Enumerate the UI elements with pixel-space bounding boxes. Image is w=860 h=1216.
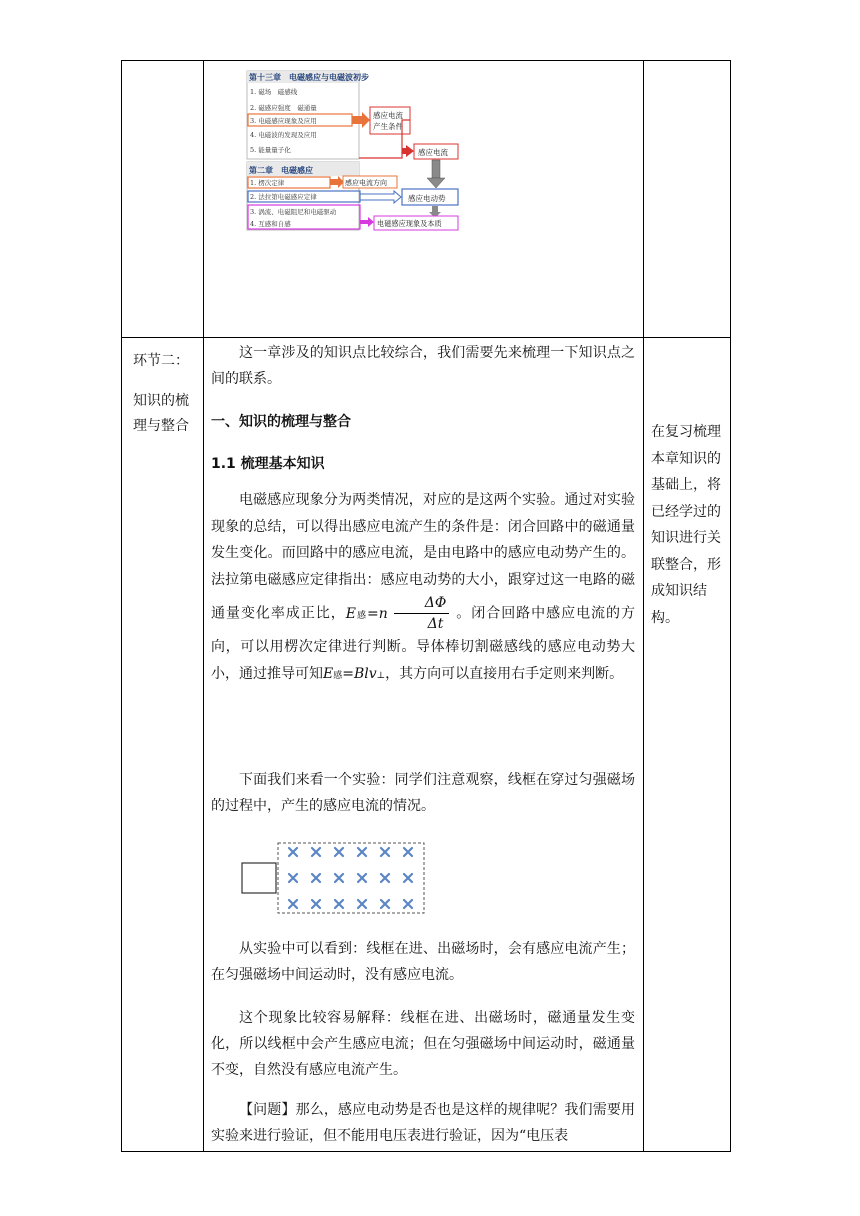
paragraph-emf-summary: 电磁感应现象分为两类情况，对应的是这两个实验。通过对实验现象的总结，可以得出感应电流产生的条件是：闭合回路中的磁通量发生变化。而回路中的感应电流，是由电路中的感应电动势产生的。法拉第电磁感应定律指出：感应电动势的大小，跟穿过这一电路的磁通量变化率成正比，E感=n $\frac{\Delta\Phi}{\Delta t}$ 。闭合回路中感应电流的方向，可以用楞次定律进行判断。导体棒切割磁感线的感应电动势大小，通过推导可知E感=Blv⊥，其方向可以直接用右手定则来判断。 (211, 492, 635, 682)
formula-fraction: $\frac{\Delta\Phi}{\Delta t}$ (394, 593, 450, 634)
box-current: 感应电流 (418, 148, 448, 157)
magnetic-field-figure (241, 842, 425, 914)
table-right-border (730, 60, 731, 1152)
paragraph-emf-text: 电磁感应现象分为两类情况，对应的是这两个实验。通过对实验现象的总结，可以得出感应电流产生的条件是：闭合回路中的磁通量发生变化。而回路中的感应电流，是由电路中的感应电动势产生的。法拉第电磁感应定律指出：感应电动势的大小，跟穿过这一电路的磁通量变化率成正比， (211, 492, 635, 622)
section-label-stage: 环节二： (133, 353, 189, 369)
paragraph-experiment-result: 从实验中可以看到：线框在进、出磁场时，会有感应电流产生；在匀强磁场中间运动时，没有感应电流。 (211, 941, 635, 983)
column-divider-1 (203, 60, 204, 1152)
ch13-item-5: 5. 能量量子化 (250, 146, 291, 154)
ch2-item-1: 1. 楞次定律 (250, 179, 285, 187)
ch13-item-1: 1. 磁场 磁感线 (250, 88, 298, 96)
wire-loop (242, 863, 276, 893)
ch2-title: 第二章 电磁感应 (249, 166, 313, 175)
column-divider-2 (643, 60, 644, 1152)
box-emf: 感应电动势 (408, 194, 446, 203)
knowledge-diagram (246, 70, 462, 234)
formula-faraday: E感=n $\frac{\Delta\Phi}{\Delta t}$ (346, 606, 456, 622)
ch13-item-3: 3. 电磁感应现象及应用 (250, 117, 317, 125)
table-bottom-border (121, 1151, 731, 1152)
heading-basic-knowledge: 1.1 梳理基本知识 (211, 456, 325, 472)
table-top-border (121, 60, 731, 61)
section-label-topic: 知识的梳理与整合 (133, 393, 189, 434)
field-region (278, 843, 424, 913)
ch2-item-2: 2. 法拉第电磁感应定律 (250, 193, 317, 201)
ch13-item-4: 4. 电磁波的发现及应用 (250, 131, 317, 139)
paragraph-experiment-intro: 下面我们来看一个实验：同学们注意观察，线框在穿过匀强磁场的过程中，产生的感应电流的情况。 (211, 772, 635, 814)
field-x-marks (289, 848, 412, 908)
ch13-title: 第十三章 电磁感应与电磁波初步 (249, 73, 369, 82)
box-condition-line1: 感应电流 (373, 111, 403, 120)
box-direction: 感应电流方向 (345, 179, 387, 187)
paragraph-question: 【问题】那么，感应电动势是否也是这样的规律呢？我们需要用实验来进行验证，但不能用电压表进行验证，因为“电压表 (211, 1102, 635, 1144)
formula-motional-emf: E感=Blv⊥ (323, 665, 386, 682)
box-condition-line2: 产生条件 (373, 122, 403, 131)
ch13-item-2: 2. 磁感应强度 磁通量 (250, 104, 317, 112)
design-intent-note: 在复习梳理本章知识的基础上，将已经学过的知识进行关联整合，形成知识结构。 (651, 424, 721, 626)
ch2-item-4: 4. 互感和自感 (250, 220, 291, 228)
box-essence: 电磁感应现象及本质 (377, 219, 442, 228)
row-divider (121, 337, 731, 338)
ch2-item-3: 3. 涡流、电磁阻尼和电磁驱动 (250, 208, 337, 216)
intro-paragraph: 这一章涉及的知识点比较综合，我们需要先来梳理一下知识点之间的联系。 (211, 345, 635, 387)
paragraph-explanation: 这个现象比较容易解释：线框在进、出磁场时，磁通量发生变化，所以线框中会产生感应电流；但在匀强磁场中间运动时，磁通量不变，自然没有感应电流产生。 (211, 1010, 635, 1078)
table-left-border (121, 60, 122, 1152)
heading-knowledge-integration: 一、知识的梳理与整合 (211, 414, 351, 430)
